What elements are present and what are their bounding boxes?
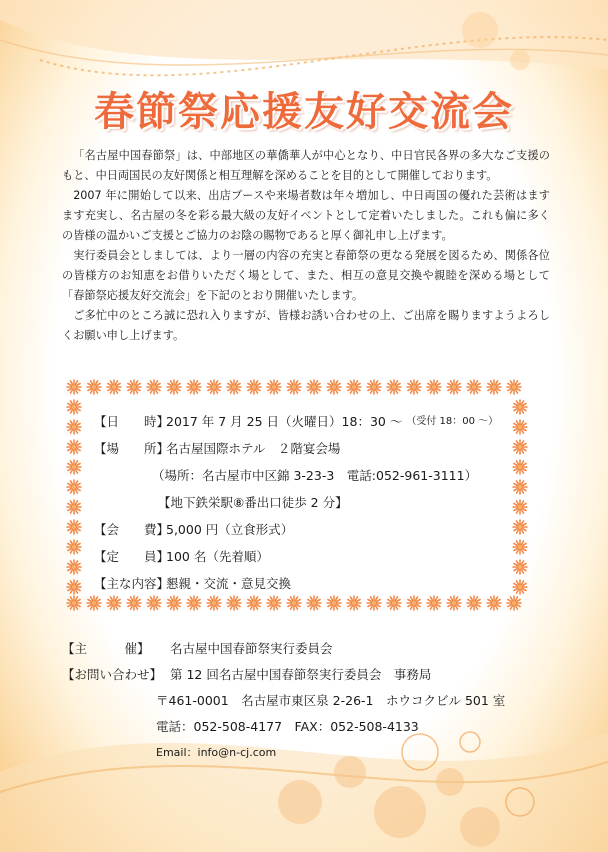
flower-icon xyxy=(327,380,341,394)
flower-icon xyxy=(487,380,501,394)
inquiry-label: 【お問い合わせ】 xyxy=(62,667,163,682)
phone-row xyxy=(62,714,562,740)
flower-icon xyxy=(247,380,261,394)
place-label: 【場 所】 xyxy=(94,441,170,456)
flower-icon xyxy=(307,596,321,610)
flower-icon xyxy=(67,420,81,434)
flower-icon xyxy=(67,580,81,594)
flower-icon xyxy=(67,560,81,574)
capacity-value: 100 名（先着順） xyxy=(166,549,269,564)
flower-icon xyxy=(407,380,421,394)
flower-icon xyxy=(67,480,81,494)
date-label: 【日 時】 xyxy=(94,414,170,429)
intro-text xyxy=(62,146,550,346)
flower-icon xyxy=(367,380,381,394)
flower-icon xyxy=(67,380,81,394)
address-row xyxy=(62,688,562,714)
flower-icon xyxy=(167,380,181,394)
intro-paragraph-4: ご多忙中のところ誠に恐れ入りますが、皆様お誘い合わせの上、ご出席を賜りますようよろしくお願い申し上げます。 xyxy=(62,309,550,342)
email-row xyxy=(62,740,562,766)
flower-icon xyxy=(207,380,221,394)
flower-icon xyxy=(507,380,521,394)
flower-icon xyxy=(327,596,341,610)
place-access: 【地下鉄栄駅⑧番出口徒歩 2 分】 xyxy=(158,495,348,510)
flower-icon xyxy=(87,596,101,610)
flower-icon xyxy=(127,380,141,394)
flower-icon xyxy=(67,460,81,474)
flower-icon xyxy=(427,380,441,394)
inquiry-row xyxy=(62,662,562,688)
inquiry-value: 第 12 回名古屋中国春節祭実行委員会 事務局 xyxy=(170,667,432,682)
flower-icon xyxy=(347,596,361,610)
flower-icon xyxy=(67,596,81,610)
content-value: 懇親・交流・意見交換 xyxy=(166,576,292,591)
place-value: 名古屋国際ホテル ２階宴会場 xyxy=(166,441,341,456)
fee-row xyxy=(94,516,534,543)
flower-icon xyxy=(387,596,401,610)
host-row xyxy=(62,636,562,662)
date-value: 2017 年 7 月 25 日（火曜日）18：30 ～ xyxy=(166,414,403,429)
flower-icon xyxy=(307,380,321,394)
flower-icon xyxy=(367,596,381,610)
place-address: （場所：名古屋市中区錦 3-23-3 電話:052-961-3111） xyxy=(152,468,478,483)
flower-icon xyxy=(107,380,121,394)
flower-icon xyxy=(107,596,121,610)
flower-icon xyxy=(207,596,221,610)
flower-icon xyxy=(287,596,301,610)
capacity-row xyxy=(94,543,534,570)
flower-icon xyxy=(427,596,441,610)
flower-icon xyxy=(287,380,301,394)
flower-icon xyxy=(187,380,201,394)
flower-icon xyxy=(487,596,501,610)
date-row xyxy=(94,408,534,435)
flower-icon xyxy=(467,596,481,610)
flower-icon xyxy=(127,596,141,610)
flower-icon xyxy=(467,380,481,394)
place-row xyxy=(94,435,534,462)
fee-value: 5,000 円（立食形式） xyxy=(166,522,294,537)
flower-icon xyxy=(147,596,161,610)
place-access-row xyxy=(94,489,534,516)
flower-icon xyxy=(67,540,81,554)
host-value: 名古屋中国春節祭実行委員会 xyxy=(170,641,333,656)
flower-icon xyxy=(387,380,401,394)
place-address-row xyxy=(94,462,534,489)
capacity-label: 【定 員】 xyxy=(94,549,170,564)
email-link[interactable]: Email：info@n-cj.com xyxy=(156,746,277,759)
flower-icon xyxy=(227,380,241,394)
flower-icon xyxy=(247,596,261,610)
flower-icon xyxy=(267,380,281,394)
intro-paragraph-1: 「名古屋中国春節祭」は、中部地区の華僑華人が中心となり、中日官民各界の多大なご支援のもと、中日両国民の友好関係と相互理解を深めることを目的として開催しております。 xyxy=(62,149,550,182)
host-label: 【主 催】 xyxy=(62,641,150,656)
page-title: 春節祭応援友好交流会 xyxy=(94,89,514,135)
flower-icon xyxy=(67,520,81,534)
date-note: （受付 18：00 ～） xyxy=(406,416,499,427)
contact-section xyxy=(62,636,562,766)
intro-paragraph-3: 実行委員会としましては、より一層の内容の充実と春節祭の更なる発展を図るため、関係各位の皆様方のお知恵をお借りいただく場として、また、相互の意見交換や親睦を深める場として「春節祭応援友好交流会」を下記のとおり開催いたします。 xyxy=(62,249,550,302)
content-row xyxy=(94,570,534,597)
event-details xyxy=(94,408,534,597)
flower-icon xyxy=(67,440,81,454)
flower-icon xyxy=(267,596,281,610)
phone-fax-value: 電話：052-508-4177 FAX：052-508-4133 xyxy=(156,719,419,734)
intro-paragraph-2: 2007 年に開始して以来、出店ブースや来場者数は年々増加し、中日両国の優れた芸術はますます充実し、名古屋の冬を彩る最大級の友好イベントとして定着いたしました。これも偏に多くの皆様の温かいご支援とご協力のお陰の賜物であると厚く御礼申し上げます。 xyxy=(62,189,550,242)
flower-icon xyxy=(447,596,461,610)
flower-icon xyxy=(147,380,161,394)
flower-icon xyxy=(507,596,521,610)
flower-icon xyxy=(167,596,181,610)
flower-icon xyxy=(407,596,421,610)
flower-icon xyxy=(347,380,361,394)
flower-icon xyxy=(67,400,81,414)
flower-icon xyxy=(227,596,241,610)
flower-icon xyxy=(87,380,101,394)
fee-label: 【会 費】 xyxy=(94,522,170,537)
address-value: 〒461-0001 名古屋市東区泉 2-26-1 ホウコクビル 501 室 xyxy=(156,693,506,708)
flower-icon xyxy=(187,596,201,610)
content-label: 【主な内容】 xyxy=(94,576,170,591)
flower-icon xyxy=(447,380,461,394)
flower-icon xyxy=(67,500,81,514)
